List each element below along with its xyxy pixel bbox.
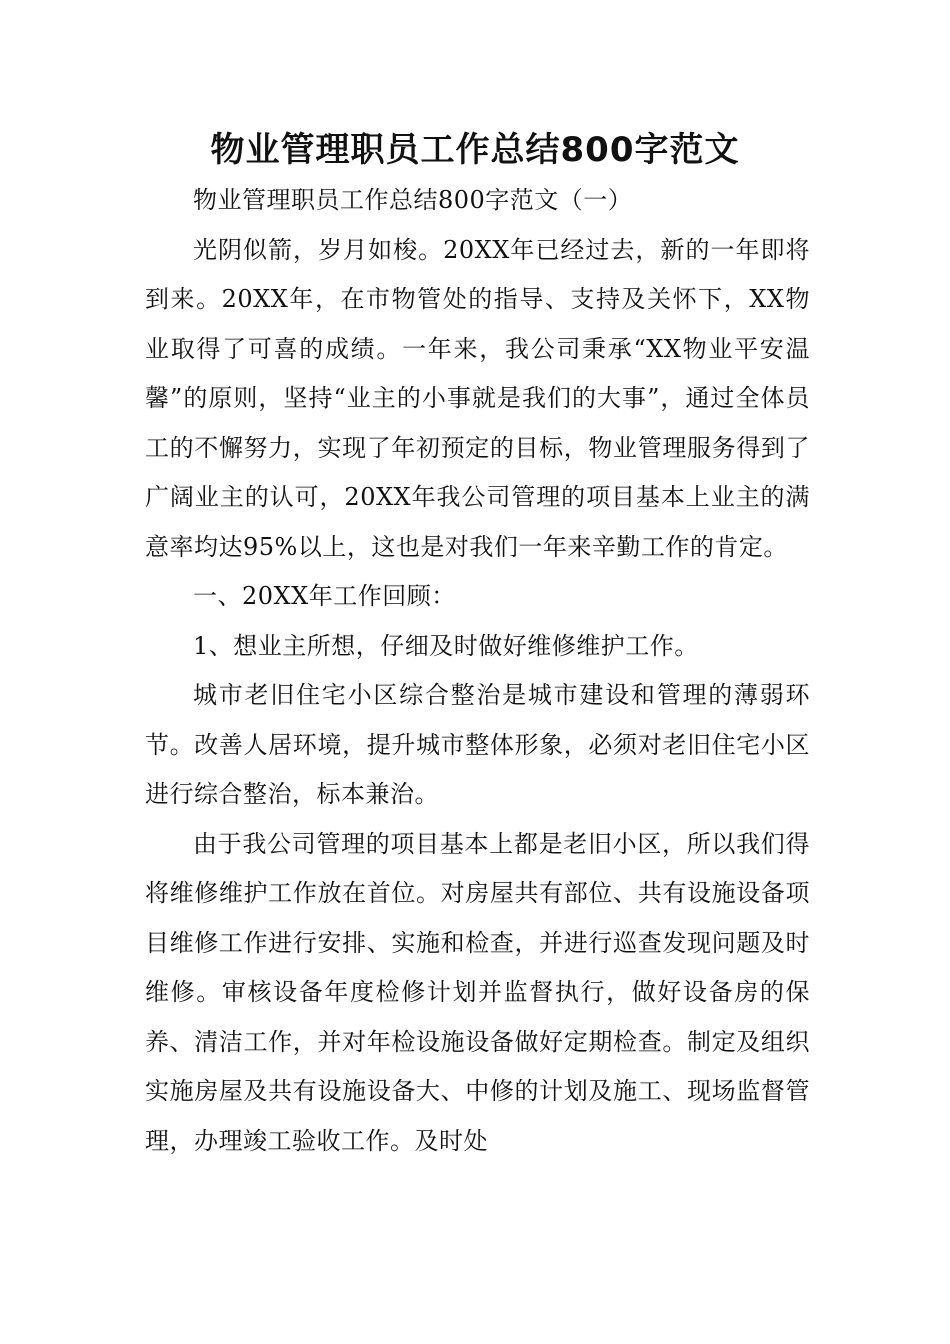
paragraph-item-heading: 1、想业主所想，仔细及时做好维修维护工作。 [193, 631, 699, 660]
paragraph-section-heading: 一、20XX年工作回顾： [193, 582, 456, 610]
paragraph-intro: 光阴似箭，岁月如梭。20XX年已经过去，新的一年即将到来。20XX年，在市物管处的指导、支持及关怀下，XX物业取得了可喜的成绩。一年来，我公司秉承“XX物业平安温馨”的原则，坚持“业主的小事就是我们的大事”，通过全体员工的不懈努力，实现了年初预定的目标，物业管理服务得到了广阔业主的认可，20XX年我公司管理的项目基本上业主的满意率均达95%以上，这也是对我们一年来辛勤工作的肯定。 [145, 235, 810, 561]
paragraph-body: 城市老旧住宅小区综合整治是城市建设和管理的薄弱环节。改善人居环境，提升城市整体形象，必须对老旧住宅小区进行综合整治，标本兼治。 [145, 681, 810, 808]
document-title: 物业管理职员工作总结800字范文 [210, 130, 740, 170]
paragraph-subtitle: 物业管理职员工作总结800字范文（一） [193, 186, 633, 214]
paragraph-body: 由于我公司管理的项目基本上都是老旧小区，所以我们得将维修维护工作放在首位。对房屋共有部位、共有设施设备项目维修工作进行安排、实施和检查，并进行巡查发现问题及时维修。审核设备年度检修计划并监督执行，做好设备房的保养、清洁工作，并对年检设施设备做好定期检查。制定及组织实施房屋及共有设施设备大、中修的计划及施工、现场监督管理，办理竣工验收工作。及时处 [145, 829, 810, 1155]
document-body [145, 176, 810, 1166]
